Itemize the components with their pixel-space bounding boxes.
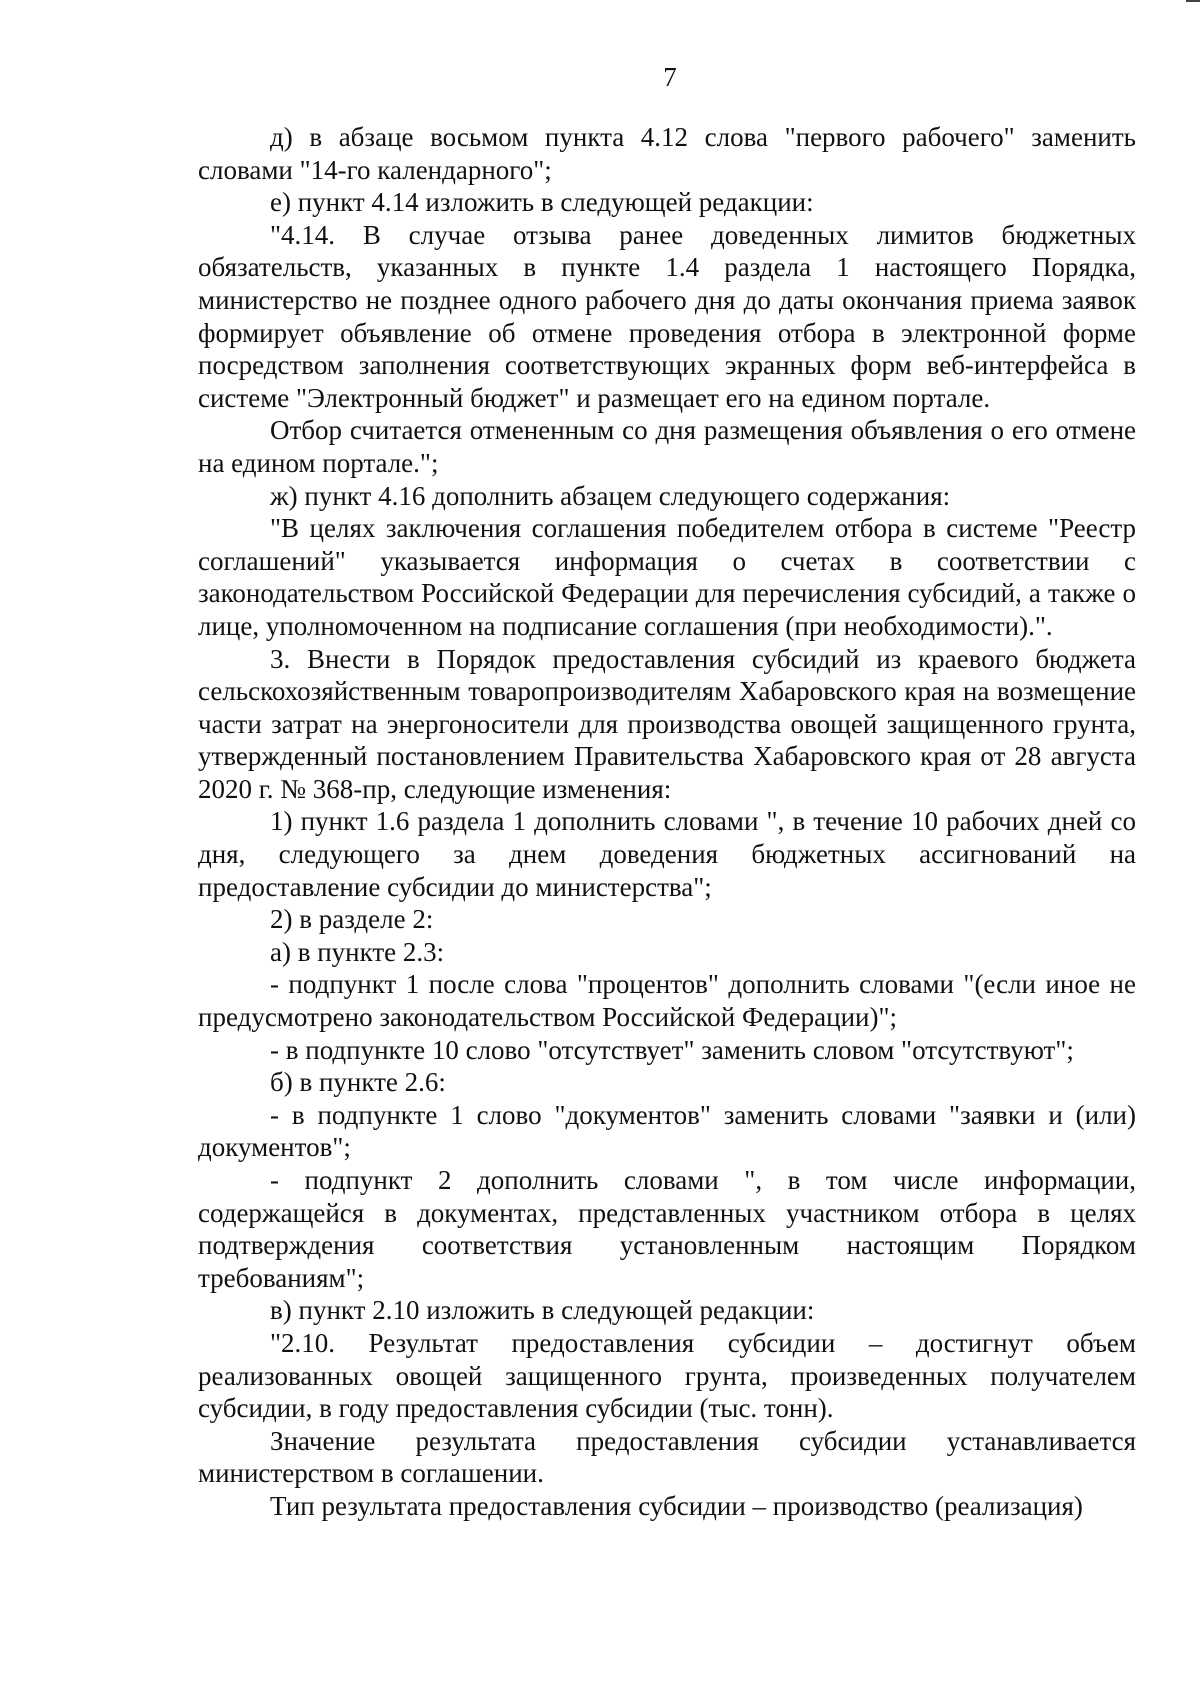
paragraph-2-10: "2.10. Результат предоставления субсидии – достигнут объем реализованных овощей защищенного грунта, произведенных получателем субсидии, в году предоставления субсидии (тыс. тонн). <box>198 1327 1136 1424</box>
paragraph-2-6-sub1: - в подпункте 1 слово "документов" заменить словами "заявки и (или) документов"; <box>198 1099 1136 1163</box>
page-number: 7 <box>663 62 677 92</box>
paragraph-2-3-sub10: - в подпункте 10 слово "отсутствует" заменить словом "отсутствуют"; <box>270 1034 1074 1065</box>
paragraph-zh: ж) пункт 4.16 дополнить абзацем следующего содержания: <box>270 480 951 511</box>
paragraph-2-3-sub1: - подпункт 1 после слова "процентов" дополнить словами "(если иное не предусмотрено законодательством Российской Федерации)"; <box>198 969 1136 1033</box>
paragraph-4-14: "4.14. В случае отзыва ранее доведенных лимитов бюджетных обязательств, указанных в пункте 1.4 раздела 1 настоящего Порядка, министерство не позднее одного рабочего дня до даты окончания приема заявок формирует объявление об отмене проведения отбора в электронной форме посредством заполнения соответствующих экранных форм веб-интерфейса в системе "Электронный бюджет" и размещает его на едином портале. <box>198 219 1136 413</box>
paragraph-otbor: Отбор считается отмененным со дня размещения объявления о его отмене на едином портале."; <box>198 415 1136 478</box>
margin-mark <box>1186 0 1200 2</box>
paragraph-3: 3. Внести в Порядок предоставления субсидий из краевого бюджета сельскохозяйственным товаропроизводителям Хабаровского края на возмещение части затрат на энергоносители для производства овощей защищенного грунта, утвержденный постановлением Правительства Хабаровского края от 28 августа 2020 г. № 368-пр, следующие изменения: <box>198 643 1136 804</box>
paragraph-type: Тип результата предоставления субсидии – производство (реализация) <box>270 1490 1083 1521</box>
paragraph-2-6-sub2: - подпункт 2 дополнить словами ", в том числе информации, содержащейся в документах, представленных участником отбора в целях подтверждения соответствия установленным настоящим Порядком требованиям"; <box>198 1165 1136 1293</box>
paragraph-d: д) в абзаце восьмом пункта 4.12 слова "первого рабочего" заменить словами "14-го календарного"; <box>198 122 1136 185</box>
paragraph-3-1: 1) пункт 1.6 раздела 1 дополнить словами ", в течение 10 рабочих дней со дня, следующего за днем доведения бюджетных ассигнований на предоставление субсидии до министерства"; <box>198 806 1136 902</box>
paragraph-3-2: 2) в разделе 2: <box>270 904 434 935</box>
paragraph-reestr: "В целях заключения соглашения победителем отбора в системе "Реестр соглашений" указывается информация о счетах в соответствии с законодательством Российской Федерации для перечисления субсидий, а также о лице, уполномоченном на подписание соглашения (при необходимости).". <box>198 513 1136 641</box>
paragraph-2-3: а) в пункте 2.3: <box>270 936 445 967</box>
paragraph-2-6: б) в пункте 2.6: <box>270 1067 446 1098</box>
paragraph-v: в) пункт 2.10 изложить в следующей редакции: <box>270 1295 815 1326</box>
paragraph-e: е) пункт 4.14 изложить в следующей редакции: <box>270 187 814 218</box>
paragraph-value: Значение результата предоставления субсидии устанавливается министерством в соглашении. <box>198 1425 1136 1489</box>
document-body <box>198 121 1136 1523</box>
